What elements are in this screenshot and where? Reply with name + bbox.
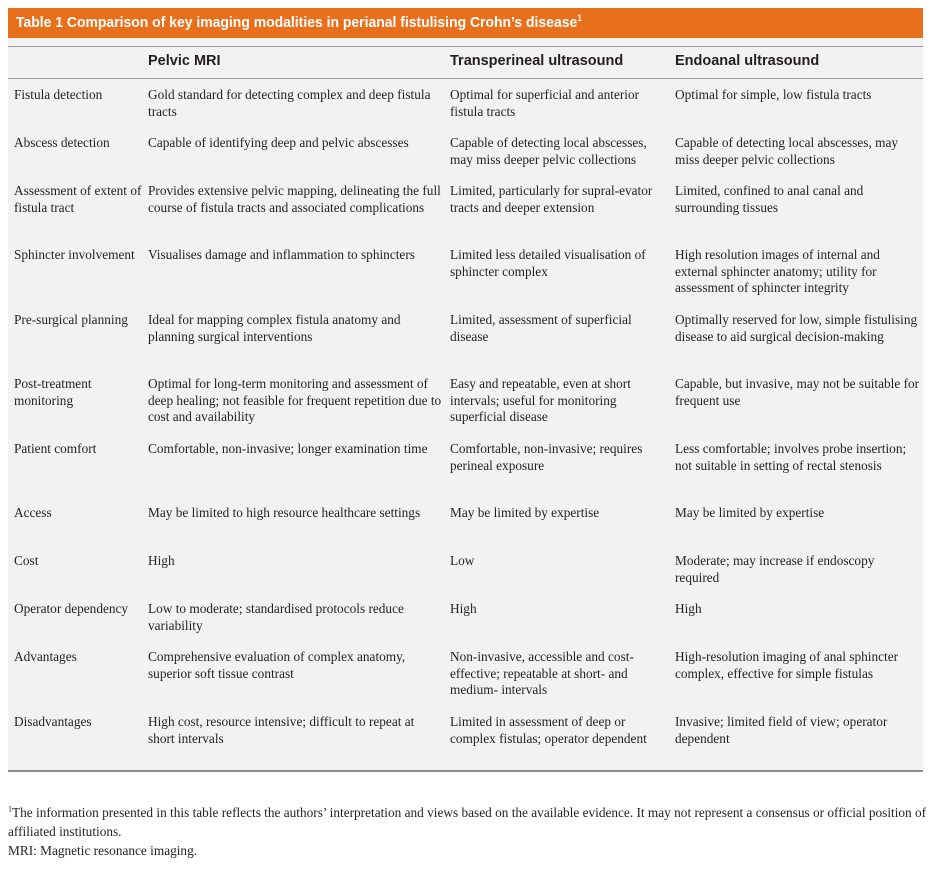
cell-endoanal-ultrasound: Optimally reserved for low, simple fistulising disease to aid surgical decision-making bbox=[675, 312, 918, 344]
cell-pelvic-mri: High bbox=[148, 553, 175, 568]
cell-endoanal-ultrasound: High bbox=[675, 601, 702, 616]
cell-transperineal-ultrasound: Capable of detecting local abscesses, may miss deeper pelvic collections bbox=[450, 135, 647, 167]
table-top-rule bbox=[8, 46, 923, 47]
cell-pelvic-mri: Low to moderate; standardised protocols reduce variability bbox=[148, 601, 404, 633]
cell-transperineal-ultrasound: Limited, assessment of superficial disease bbox=[450, 312, 632, 344]
cell-transperineal-ultrasound: Comfortable, non-invasive; requires perineal exposure bbox=[450, 441, 643, 473]
row-label: Abscess detection bbox=[14, 135, 110, 150]
cell-transperineal-ultrasound: Limited less detailed visualisation of sphincter complex bbox=[450, 247, 646, 279]
row-label: Post-treatment monitoring bbox=[14, 376, 92, 408]
cell-transperineal-ultrasound: Non-invasive, accessible and cost-effective; repeatable at short- and medium- intervals bbox=[450, 649, 634, 697]
table-title-bar bbox=[8, 8, 923, 38]
footnote-abbreviation: MRI: Magnetic resonance imaging. bbox=[8, 843, 198, 858]
header-transperineal-ultrasound: Transperineal ultrasound bbox=[450, 53, 624, 69]
row-label: Access bbox=[14, 505, 52, 520]
cell-endoanal-ultrasound: Less comfortable; involves probe insertion; not suitable in setting of rectal stenosis bbox=[675, 441, 907, 473]
cell-endoanal-ultrasound: Moderate; may increase if endoscopy required bbox=[675, 553, 875, 585]
row-label: Assessment of extent of fistula tract bbox=[14, 183, 142, 215]
table-bottom-rule bbox=[8, 770, 923, 772]
cell-endoanal-ultrasound: High resolution images of internal and external sphincter anatomy; utility for assessment of sphincter integrity bbox=[675, 247, 880, 295]
row-label: Sphincter involvement bbox=[14, 247, 135, 262]
cell-pelvic-mri: Capable of identifying deep and pelvic abscesses bbox=[148, 135, 409, 150]
row-label: Fistula detection bbox=[14, 87, 103, 102]
cell-endoanal-ultrasound: Optimal for simple, low fistula tracts bbox=[675, 87, 872, 102]
row-label: Pre-surgical planning bbox=[14, 312, 128, 327]
title-footnote-marker: 1 bbox=[577, 13, 582, 23]
table-title-text: Table 1 Comparison of key imaging modalities in perianal fistulising Crohn’s disease bbox=[16, 14, 578, 31]
header-endoanal-ultrasound: Endoanal ultrasound bbox=[675, 53, 820, 69]
cell-endoanal-ultrasound: High-resolution imaging of anal sphincter complex, effective for simple fistulas bbox=[675, 649, 899, 681]
cell-pelvic-mri: May be limited to high resource healthcare settings bbox=[148, 505, 421, 520]
cell-pelvic-mri: Visualises damage and inflammation to sphincters bbox=[148, 247, 415, 262]
cell-endoanal-ultrasound: Limited, confined to anal canal and surrounding tissues bbox=[675, 183, 864, 215]
cell-pelvic-mri: Comfortable, non-invasive; longer examination time bbox=[148, 441, 428, 456]
cell-transperineal-ultrasound: High bbox=[450, 601, 477, 616]
cell-pelvic-mri: Gold standard for detecting complex and deep fistula tracts bbox=[148, 87, 431, 119]
cell-pelvic-mri: Optimal for long-term monitoring and assessment of deep healing; not feasible for frequent repetition due to cost and availability bbox=[148, 376, 442, 424]
cell-endoanal-ultrasound: Capable of detecting local abscesses, may miss deeper pelvic collections bbox=[675, 135, 899, 167]
comparison-table bbox=[8, 38, 923, 772]
cell-transperineal-ultrasound: Limited in assessment of deep or complex fistulas; operator dependent bbox=[450, 714, 647, 746]
cell-endoanal-ultrasound: Invasive; limited field of view; operator dependent bbox=[675, 714, 888, 746]
table-header-rule bbox=[8, 78, 923, 79]
table-footnotes bbox=[8, 803, 928, 860]
cell-pelvic-mri: Comprehensive evaluation of complex anatomy, superior soft tissue contrast bbox=[148, 649, 406, 681]
row-label: Patient comfort bbox=[14, 441, 97, 456]
cell-pelvic-mri: High cost, resource intensive; difficult to repeat at short intervals bbox=[148, 714, 415, 746]
row-label: Advantages bbox=[14, 649, 77, 664]
cell-pelvic-mri: Ideal for mapping complex fistula anatomy and planning surgical interventions bbox=[148, 312, 401, 344]
footnote-text: The information presented in this table reflects the authors’ interpretation and views based on the available evidence. It may not represent a consensus or official position of affiliated institutions. bbox=[8, 805, 927, 839]
row-label: Operator dependency bbox=[14, 601, 129, 616]
cell-transperineal-ultrasound: Limited, particularly for supral-evator tracts and deeper extension bbox=[450, 183, 653, 215]
cell-transperineal-ultrasound: May be limited by expertise bbox=[450, 505, 600, 520]
cell-transperineal-ultrasound: Optimal for superficial and anterior fistula tracts bbox=[450, 87, 640, 119]
row-label: Cost bbox=[14, 553, 39, 568]
footnote-disclaimer bbox=[8, 803, 928, 841]
cell-pelvic-mri: Provides extensive pelvic mapping, delineating the full course of fistula tracts and associated complications bbox=[148, 183, 441, 215]
header-pelvic-mri: Pelvic MRI bbox=[148, 53, 221, 69]
footnote-marker: 1 bbox=[8, 804, 12, 814]
cell-transperineal-ultrasound: Easy and repeatable, even at short intervals; useful for monitoring superficial disease bbox=[450, 376, 631, 424]
cell-endoanal-ultrasound: Capable, but invasive, may not be suitable for frequent use bbox=[675, 376, 920, 408]
table-title bbox=[16, 12, 582, 34]
cell-endoanal-ultrasound: May be limited by expertise bbox=[675, 505, 825, 520]
cell-transperineal-ultrasound: Low bbox=[450, 553, 475, 568]
row-label: Disadvantages bbox=[14, 714, 92, 729]
